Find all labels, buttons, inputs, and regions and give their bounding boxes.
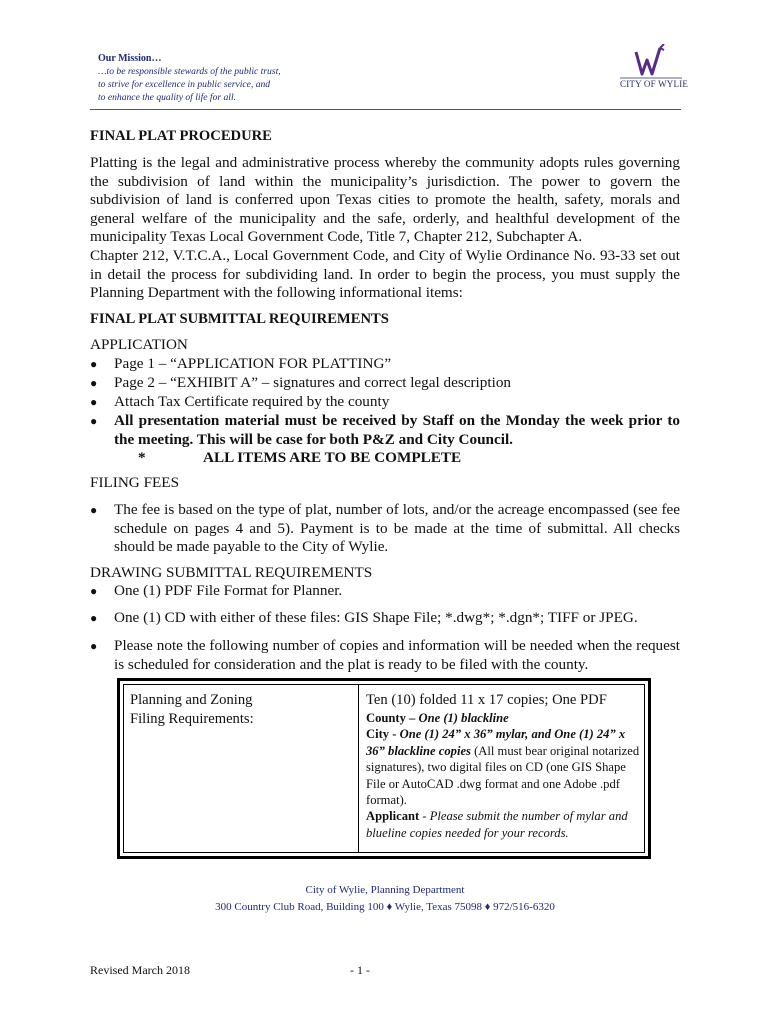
list-item: ● Please note the following number of copies and information will be needed when the request is scheduled for consideration and the plat is ready to be filed with the county. [90, 637, 680, 673]
mission-line: to strive for excellence in public service, and [98, 79, 271, 90]
submittal-heading: FINAL PLAT SUBMITTAL REQUIREMENTS [90, 311, 389, 327]
list-item: ● The fee is based on the type of plat, number of lots, and/or the acreage encompassed (see fee schedule on pages 4 and 5). Payment is to be made at the time of submittal. All checks should be made payable to the City of Wylie. [90, 501, 680, 555]
bullet-icon: ● [90, 611, 98, 625]
bullet-icon: ● [90, 584, 98, 598]
revised-date: Revised March 2018 [90, 963, 190, 977]
list-item: ● Page 2 – “EXHIBIT A” – signatures and correct legal description [90, 374, 512, 391]
page-title: FINAL PLAT PROCEDURE [90, 128, 272, 144]
table-label: Filing Requirements: [130, 711, 254, 727]
intro-paragraph: Platting is the legal and administrative process whereby the community adopts rules governing the subdivision of land within the municipality’s jurisdiction. The power to govern the subdivision of land is conferred upon Texas cities to promote the health, safety, morals and general welfare of the municipality and the safe, orderly, and healthful development of the municipality Texas Local Government Code, Title 7, Chapter 212, Subchapter A. [90, 154, 680, 245]
bullet-icon: ● [90, 376, 98, 390]
table-value: Ten (10) folded 11 x 17 copies; One PDF [366, 692, 607, 708]
requirements-table [117, 678, 651, 859]
footer-address: 300 Country Club Road, Building 100 ♦ Wylie, Texas 75098 ♦ 972/516-6320 [215, 901, 555, 913]
asterisk: * [138, 449, 146, 466]
header-divider [90, 109, 681, 110]
mission-line: …to be responsible stewards of the public trust, [98, 66, 281, 77]
table-divider [358, 685, 359, 852]
list-item: ● Page 1 – “APPLICATION FOR PLATTING” [90, 355, 392, 372]
list-item: ● One (1) PDF File Format for Planner. [90, 582, 343, 599]
list-item: ● Attach Tax Certificate required by the county [90, 393, 390, 410]
table-label: Planning and Zoning [130, 692, 253, 708]
bullet-icon: ● [90, 639, 98, 653]
bullet-icon: ● [90, 414, 98, 428]
application-heading: APPLICATION [90, 336, 188, 353]
bullet-icon: ● [90, 503, 98, 517]
table-right-cell [366, 691, 644, 841]
mission-title: Our Mission… [98, 53, 162, 64]
bullet-icon: ● [90, 395, 98, 409]
drawing-heading: DRAWING SUBMITTAL REQUIREMENTS [90, 564, 373, 581]
page-number: - 1 - [350, 963, 370, 977]
mission-statement [98, 52, 281, 104]
list-item: ● One (1) CD with either of these files: GIS Shape File; *.dwg*; *.dgn*; TIFF or JPEG. [90, 609, 638, 626]
table-detail: County – One (1) blackline City - One (1) 24” x 36” mylar, and One (1) 24” x 36” blackline copies (All must bear original notarized signatures), two digital files on CD (one GIS Shape File or AutoCAD .dwg format and one Adobe .pdf format). Applicant - Please submit the number of mylar and blueline copies needed for your records. [366, 711, 640, 840]
footer-department: City of Wylie, Planning Department [305, 884, 465, 896]
filing-heading: FILING FEES [90, 474, 180, 491]
logo-text: CITY OF WYLIE [620, 79, 689, 89]
bullet-icon: ● [90, 357, 98, 371]
table-left-cell [130, 691, 254, 729]
mission-line: to enhance the quality of life for all. [98, 92, 237, 103]
list-item: ● All presentation material must be received by Staff on the Monday the week prior to the meeting. This will be case for both P&Z and City Council. [90, 412, 680, 448]
complete-note-text: ALL ITEMS ARE TO BE COMPLETE [203, 449, 462, 466]
ordinance-paragraph: Chapter 212, V.T.C.A., Local Government Code, and City of Wylie Ordinance No. 93-33 set out in detail the process for subdividing land. In order to begin the process, you must supply the Planning Department with the following informational items: [90, 247, 680, 301]
